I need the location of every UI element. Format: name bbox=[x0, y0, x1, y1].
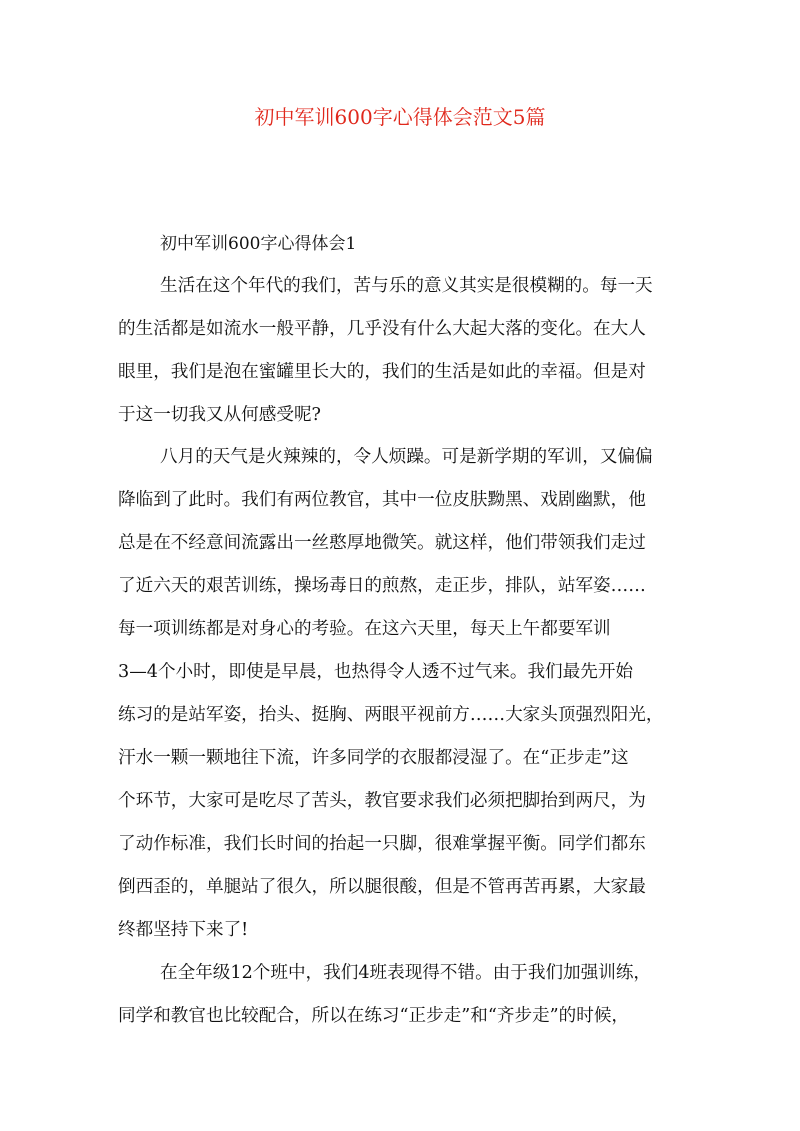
paragraph-line: 降临到了此时。我们有两位教官，其中一位皮肤黝黑、戏剧幽默，他 bbox=[118, 490, 646, 510]
paragraph-line: 生活在这个年代的我们，苦与乐的意义其实是很模糊的。每一天 bbox=[160, 276, 653, 296]
paragraph-line: 个环节，大家可是吃尽了苦头，教官要求我们必须把脚抬到两尺，为 bbox=[118, 791, 646, 811]
paragraph-line: 了近六天的艰苦训练，操场毒日的煎熬，走正步，排队，站军姿…… bbox=[118, 576, 646, 596]
paragraph-line: 八月的天气是火辣辣的，令人烦躁。可是新学期的军训，又偏偏 bbox=[160, 447, 653, 467]
paragraph-line: 眼里，我们是泡在蜜罐里长大的，我们的生活是如此的幸福。但是对 bbox=[118, 362, 646, 382]
paragraph-line: 倒西歪的，单腿站了很久，所以腿很酸，但是不管再苦再累，大家最 bbox=[118, 877, 646, 897]
paragraph-line: 3—4个小时，即使是早晨，也热得令人透不过气来。我们最先开始 bbox=[118, 662, 634, 682]
paragraph-line: 了动作标准，我们长时间的抬起一只脚，很难掌握平衡。同学们都东 bbox=[118, 834, 646, 854]
paragraph-line: 练习的是站军姿，抬头、挺胸、两眼平视前方……大家头顶强烈阳光， bbox=[118, 705, 664, 725]
paragraph-line: 同学和教官也比较配合，所以在练习“正步走”和“齐步走”的时候， bbox=[118, 1006, 630, 1026]
document-title: 初中军训600字心得体会范文5篇 bbox=[254, 105, 546, 129]
paragraph-line: 于这一切我又从何感受呢? bbox=[118, 405, 321, 425]
paragraph-line: 每一项训练都是对身心的考验。在这六天里，每天上午都要军训 bbox=[118, 619, 611, 639]
section-heading: 初中军训600字心得体会1 bbox=[160, 234, 357, 254]
paragraph-line: 终都坚持下来了! bbox=[118, 920, 249, 940]
paragraph-line: 在全年级12个班中，我们4班表现得不错。由于我们加强训练， bbox=[160, 963, 652, 983]
paragraph-line: 的生活都是如流水一般平静，几乎没有什么大起大落的变化。在大人 bbox=[118, 319, 646, 339]
paragraph-line: 总是在不经意间流露出一丝憨厚地微笑。就这样，他们带领我们走过 bbox=[118, 533, 646, 553]
paragraph-line: 汗水一颗一颗地往下流，许多同学的衣服都浸湿了。在“正步走”这 bbox=[118, 748, 629, 768]
